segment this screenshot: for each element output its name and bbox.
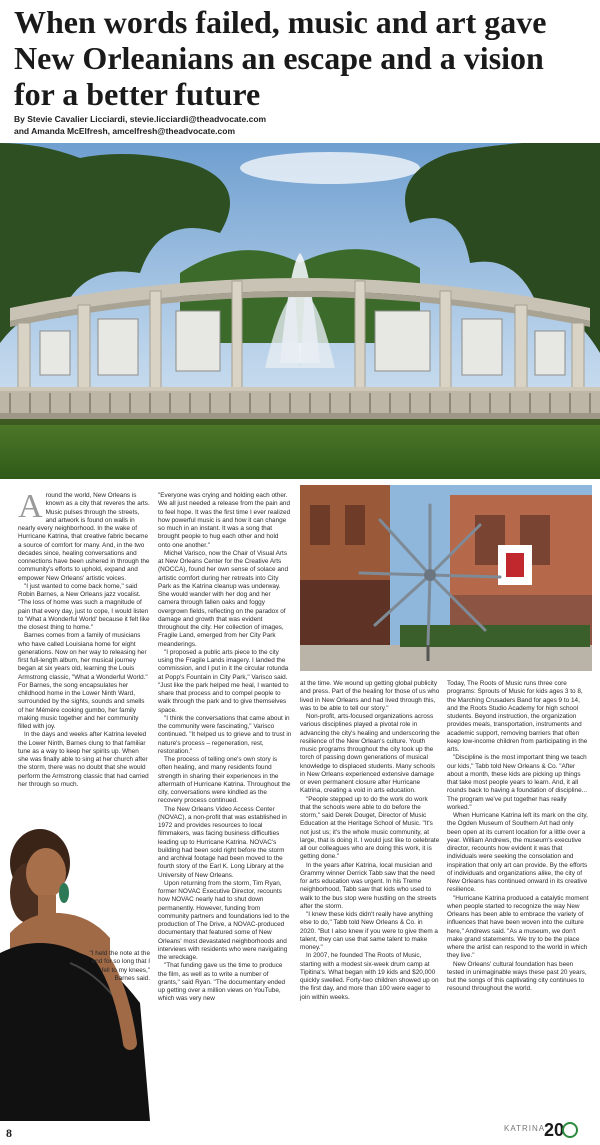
paragraph xyxy=(18,488,150,583)
paragraph: The New Orleans Video Access Center (NOVAC), a non-profit that was established in 1972 and provides resources to local filmmakers, was facing business difficulties leading up to Hurricane Katrina. NOVAC's building had been sold right before the storm and archival footage had been moved to the fourth story of the Earl K. Long Library at the University of New Orleans. xyxy=(158,805,287,879)
paragraph: "I knew these kids didn't really have anything else to do," Tabb told New Orleans & Co. in 2020. "But I also knew if you were to give them a talent, they can use that same talent to make money." xyxy=(300,911,438,951)
byline-line-2 xyxy=(14,125,574,137)
byline xyxy=(14,113,574,137)
hero-photo-rotunda xyxy=(0,143,600,479)
paragraph-text: round the world, New Orleans is known as a city that reveres the arts. Music pulses through the streets, and artwork is found on walls in nearly every neighborhood. In the wake of Hurricane Katrina, that creative fabric became a source of comfort for many. And, in the two decades since, healing conversations and connections have been ushered in through the community's efforts to uphold, expand and empower New Orleans' artistic voices. xyxy=(18,492,150,582)
paragraph: When Hurricane Katrina left its mark on the city, the Ogden Museum of Southern Art had only been open at its current location for a little over a year. William Andrews, the museum's executive director, recounts how evident it was that individuals were seeking the consolation and inspiration that only art can provide. By the efforts of individuals and organizations alike, the city of New Orleans has continued onward in its creative resilience. xyxy=(447,812,588,894)
article-column-3 xyxy=(300,680,440,1002)
paragraph: Upon returning from the storm, Tim Ryan, former NOVAC Executive Director, recounts how NOVAC nearly had to shut down permanently. However, funding from community partners and foundations led to the production of The Drive, a NOVAC-produced documentary that featured some of New Orleans' most devastated neighborhoods and interviews with residents who were navigating the wreckage. xyxy=(158,879,290,961)
byline-line-1 xyxy=(14,113,574,125)
paragraph: In the days and weeks after Katrina leveled the Lower Ninth, Barnes clung to that familiar tune as a way to keep her spirits up. When she was finally able to sing at her church after the storm, there was no doubt that she would perform the Armstrong classic that had carried her through so much. xyxy=(18,731,149,788)
page-number: 8 xyxy=(6,1126,12,1140)
logo-number: 20 xyxy=(544,1120,565,1140)
paragraph: at the time. We wound up getting global publicity and press. Part of the healing for those of us who lived in New Orleans and had lived through this, was to be able to tell our story." xyxy=(300,680,440,712)
paragraph: "Discipline is the most important thing we teach our kids," Tabb told New Orleans & Co. "After about a month, these kids are picking up things that take most people years to learn. And, it all rounds back to having a foundation of discipline... The program we've put together has really worked." xyxy=(447,754,587,811)
paragraph: "I proposed a public arts piece to the city using the Fragile Lands imagery. I landed the commission, and I put in it the circular rotunda at Popp's Fountain in City Park," Varisco said. "Just like the park helped me heal, I wanted to share that process and to compel people to walk through the park and to give themselves space. xyxy=(158,648,289,714)
katrina-20-logo xyxy=(540,1118,580,1140)
paragraph: Barnes comes from a family of musicians who have called Louisiana home for eight generations. Now on her way to releasing her first full-length album, her musical journey began at six years old, learning the Louis Armstrong classic, "What a Wonderful World." For Barnes, the song encapsulates her childhood home in the Lower Ninth Ward, surrounded by the sights, sounds and smells of her Mémère cooking gumbo, her family making music together and her community filled with joy. xyxy=(18,632,148,730)
article-column-1 xyxy=(18,488,150,789)
paragraph: "People stepped up to do the work do work that the schools were able to do before the storm," said Derek Douget, Director of Music Education at the Heritage School of Music. "It's not just us; it's the whole music community, at large, that is doing it. I would just like to celebrate all our colleagues who are doing this work, it is getting done." xyxy=(300,795,440,861)
article-column-4 xyxy=(447,680,589,994)
paragraph: In 2007, he founded The Roots of Music, starting with a modest six-week drum camp at Tipitina's. What began with 19 kids and $20,000 quickly swelled. Forty-two children showed up on the first day, and more than 100 were eager to join within weeks. xyxy=(300,952,439,1001)
paragraph: "I just wanted to come back home," said Robin Barnes, a New Orleans jazz vocalist. "The loss of home was such a magnitude of pain that every day, just to cope, I would listen to 'What a Wonderful World' because it felt like the closest thing to home." xyxy=(18,582,150,631)
paragraph: "Everyone was crying and holding each other. We all just needed a release from the pain and to feel hope. It was the first time I ever realized how powerful music is and how it can change so much in an instant. It was a song that brought people to hug each other and hold onto one another." xyxy=(158,492,291,549)
article-column-2 xyxy=(158,492,292,1004)
paragraph: "I think the conversations that came about in the community were fascinating," Varisco continued. "It helped us to grieve and to trust in nature's process – regeneration, rest, restoration." xyxy=(158,714,292,755)
paragraph: Non-profit, arts-focused organizations across various disciplines played a pivotal role in advancing the city's healing and underscoring the resilience of the New Orlean's culture. Youth music programs throughout the city took up the torch of passing down generations of musical knowledge to displaced students. Many schools in New Orleans experienced extensive damage or even permanent closure after Hurricane Katrina, creating a void in arts education. xyxy=(300,713,440,795)
byline-authors-2: and Amanda McElfresh, amcelfresh@theadvocate.com xyxy=(14,126,236,136)
paragraph: Today, The Roots of Music runs three core programs: Sprouts of Music for kids ages 3 to 8, the Marching Crusaders Band for ages 9 to 14, and the Roots Studio Academy for high school students. Beyond instruction, the organization provides meals, transportation, instruments and academic support, removing barriers that often keep low-income children from participating in the arts. xyxy=(447,680,588,753)
byline-authors-1: By Stevie Cavalier Licciardi, stevie.licciardi@theadvocate.com xyxy=(14,114,267,124)
paragraph: The process of telling one's own story is often healing, and many residents found strength in sharing their experiences in the aftermath of Hurricane Katrina. Throughout the city, conversations were kindled as the recovery process continued. xyxy=(158,756,291,805)
paragraph: New Orleans' cultural foundation has been tested in unimaginable ways these past 20 years, but the songs of this captivating city continues to resound throughout the world. xyxy=(447,960,587,993)
headline: When words failed, music and art gave New Orleanians an escape and a vision for a better future xyxy=(14,4,547,112)
footer-brand: KATRINA xyxy=(504,1124,546,1133)
drop-cap: A xyxy=(18,488,43,525)
paragraph: "Hurricane Katrina produced a catalytic moment when people started to recognize the way New Orleans has been able to embrace the variety of influences that have been woven into the culture here," Andrews said. "As a museum, we don't make grand statements. We try to be the place where the artist can respond to the world in which they live." xyxy=(447,894,589,960)
paragraph: In the years after Katrina, local musician and Grammy winner Derrick Tabb saw that the need for arts education was urgent. In his Treme neighborhood, Tabb saw that kids who used to walk to the bus stop were hustling on the streets after the storm. xyxy=(300,861,437,910)
photo-museum-sculpture xyxy=(300,485,592,671)
paragraph: Michel Varisco, now the Chair of Visual Arts at New Orleans Center for the Creative Arts (NOCCA), found her own sense of solace and artistic comfort during her retreats into City Park as the Katrina cleanup was underway. She would wander with her dog and her camera through fallen oaks and foggy overgrown fields, reflecting on the paradox of damage and growth that was evident throughout the city. Her collection of images, Fragile Land, emerged from her City Park meanderings. xyxy=(158,549,289,648)
article-column-1-tail xyxy=(82,950,150,983)
paragraph: "I held the note at the end for so long that I fell to my knees," Barnes said. xyxy=(89,950,150,982)
paragraph: "That funding gave us the time to produce the film, as well as to write a number of grants," said Ryan. "The documentary ended up getting over a million views on YouTube, which was very new xyxy=(158,962,286,1003)
